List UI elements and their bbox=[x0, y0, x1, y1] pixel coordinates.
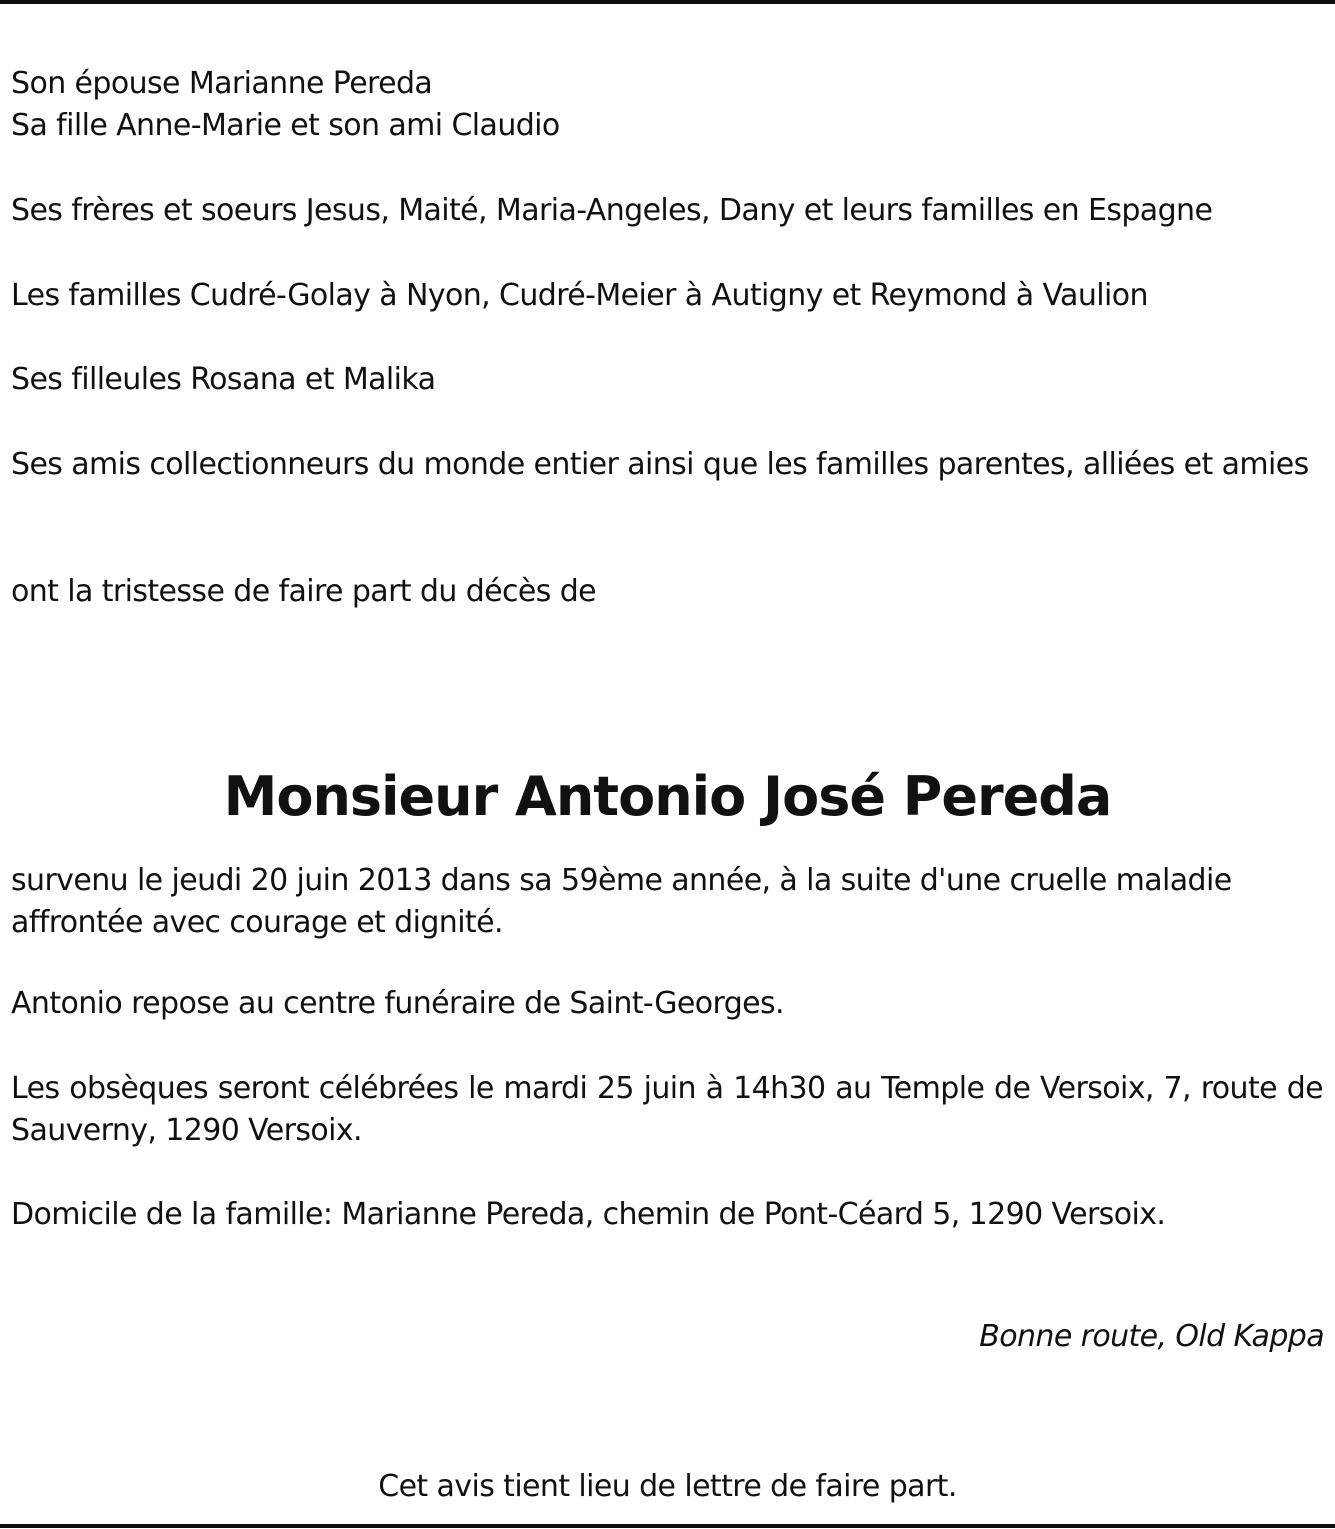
spouse-line: Son épouse Marianne Pereda bbox=[11, 66, 433, 101]
footer-note: Cet avis tient lieu de lettre de faire part. bbox=[378, 1469, 957, 1504]
funeral-details: Les obsèques seront célébrées le mardi 25 juin à 14h30 au Temple de Versoix, 7, route de Sauverny, 1290 Versoix. bbox=[11, 1071, 1323, 1148]
resting-place-line: Antonio repose au centre funéraire de Saint-Georges. bbox=[11, 986, 784, 1021]
friends-line: Ses amis collectionneurs du monde entier ainsi que les familles parentes, alliées et amies bbox=[11, 447, 1309, 482]
goddaughters-line: Ses filleules Rosana et Malika bbox=[11, 362, 436, 397]
death-details: survenu le jeudi 20 juin 2013 dans sa 59ème année, à la suite d'une cruelle maladie affrontée avec courage et dignité. bbox=[11, 863, 1232, 940]
families-line: Les familles Cudré-Golay à Nyon, Cudré-Meier à Autigny et Reymond à Vaulion bbox=[11, 278, 1148, 313]
bottom-rule bbox=[0, 1524, 1335, 1528]
top-rule bbox=[0, 0, 1335, 4]
announcement-line: ont la tristesse de faire part du décès de bbox=[11, 574, 597, 609]
daughter-line: Sa fille Anne-Marie et son ami Claudio bbox=[11, 108, 560, 143]
domicile-line: Domicile de la famille: Marianne Pereda, chemin de Pont-Céard 5, 1290 Versoix. bbox=[11, 1197, 1166, 1232]
deceased-name: Monsieur Antonio José Pereda bbox=[223, 765, 1112, 828]
siblings-line: Ses frères et soeurs Jesus, Maité, Maria-Angeles, Dany et leurs familles en Espagne bbox=[11, 193, 1213, 228]
signature: Bonne route, Old Kappa bbox=[979, 1319, 1324, 1354]
